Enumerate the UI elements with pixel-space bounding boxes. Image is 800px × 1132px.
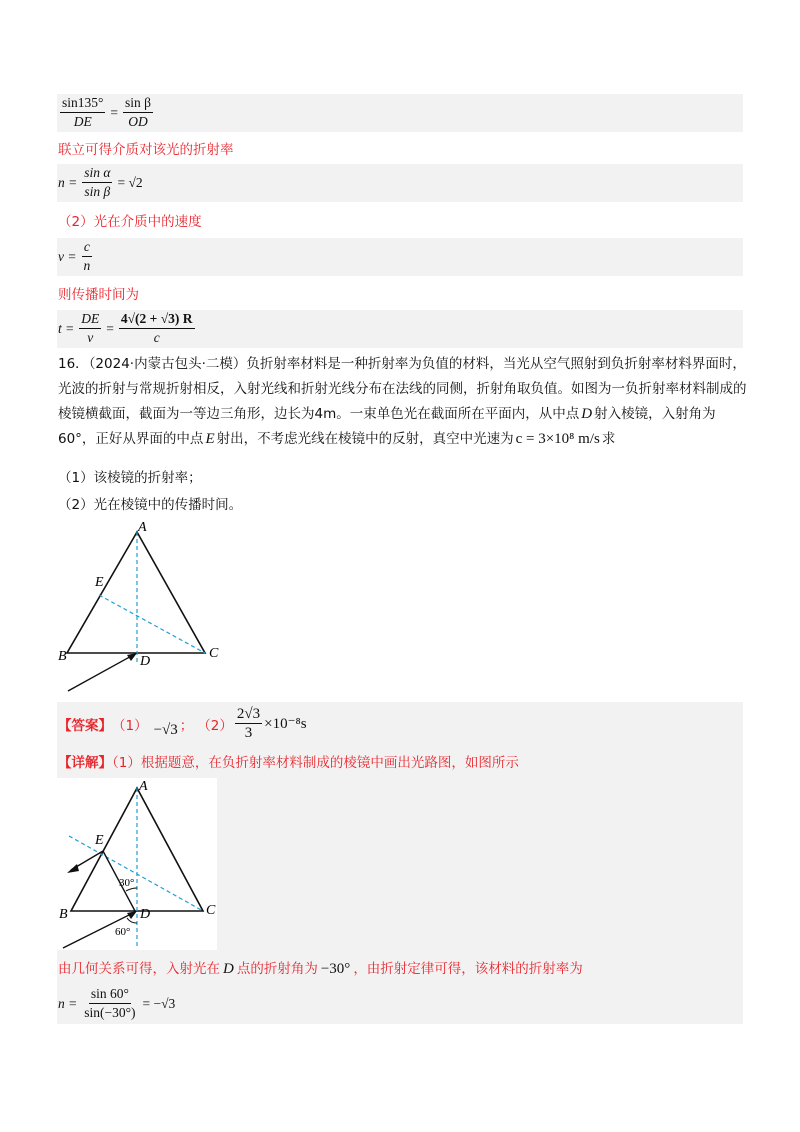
- answer-line: 【答案】 （1） −√3 ； （2） $\frac{2√3}{3}$ ×10⁻⁸s: [58, 706, 307, 741]
- label-e: E: [95, 575, 104, 590]
- label-c: C: [209, 646, 219, 661]
- equation-speed: v = $\frac{c}{n}$: [58, 239, 91, 273]
- incident-ray: [68, 654, 135, 691]
- label-b: B: [58, 649, 67, 664]
- text-combine: 联立可得介质对该光的折射率: [58, 142, 234, 158]
- geometry-line: 由几何关系可得，入射光在 D 点的折射角为 −30° ，由折射定律可得，该材料的折射率为: [58, 961, 583, 977]
- prism-triangle: [67, 532, 205, 653]
- label-c: C: [206, 903, 216, 918]
- angle-arc-60: [127, 918, 137, 923]
- prism-figure-1: [55, 515, 230, 695]
- label-a: A: [139, 779, 148, 794]
- text-speed-heading: （2）光在介质中的速度: [58, 214, 202, 230]
- equation-block-1: [57, 94, 743, 132]
- label-a: A: [138, 520, 147, 535]
- incident-ray-arrowhead: [127, 653, 137, 661]
- label-angle-60: 60°: [115, 926, 131, 938]
- incident-ray-arrowhead: [127, 911, 137, 919]
- equation-block-2: [57, 164, 743, 202]
- equation-block-3: [57, 238, 743, 276]
- equation-refractive-index: n = $\frac{\text{sin α}}{\text{sin β}}$ = √2: [58, 165, 143, 199]
- label-d: D: [140, 907, 151, 922]
- label-e: E: [95, 833, 104, 848]
- equation-negative-index: n = $\frac{\sin 60^\circ}{\sin(-30^\circ)}$ = −√3: [58, 986, 176, 1020]
- detail-line: 【详解】（1）根据题意，在负折射率材料制成的棱镜中画出光路图，如图所示: [58, 755, 519, 771]
- label-b: B: [59, 907, 68, 922]
- exit-ray-arrowhead: [67, 864, 79, 873]
- text-time-heading: 则传播时间为: [58, 287, 139, 303]
- question-1: （1）该棱镜的折射率；: [58, 470, 202, 486]
- label-d: D: [140, 654, 151, 669]
- equation-time: t = $\frac{DE}{v}$ = $\frac{4√(2 + √3) R}{c}$: [58, 311, 193, 345]
- question-2: （2）光在棱镜中的传播时间。: [58, 497, 243, 513]
- prism-triangle: [71, 788, 203, 911]
- problem-16-text: 16．（2024·内蒙古包头·二模）负折射率材料是一种折射率为负值的材料，当光从空气照射到负折射率材料界面时，光波的折射与常规折射相反，入射光线和折射光线分布在法线的同侧，折射角取负值。如图为一负折射率材料制成的棱镜横截面，截面为一等边三角形，边长为4m。一束单色光在截面所在平面内，从中点 D 射入棱镜，入射角为60°，正好从界面的中点 E 射出，不考虑光线在棱镜中的反射，真空中光速为 c = 3×10⁸ m/s 求: [58, 356, 747, 447]
- prism-figure-2: [57, 778, 217, 950]
- equation-sine-rule: $\frac{\sin 135^\circ}{DE}$ = $\frac{\text{sin β}}{OD}$: [62, 95, 152, 129]
- label-angle-30: 30°: [119, 877, 135, 889]
